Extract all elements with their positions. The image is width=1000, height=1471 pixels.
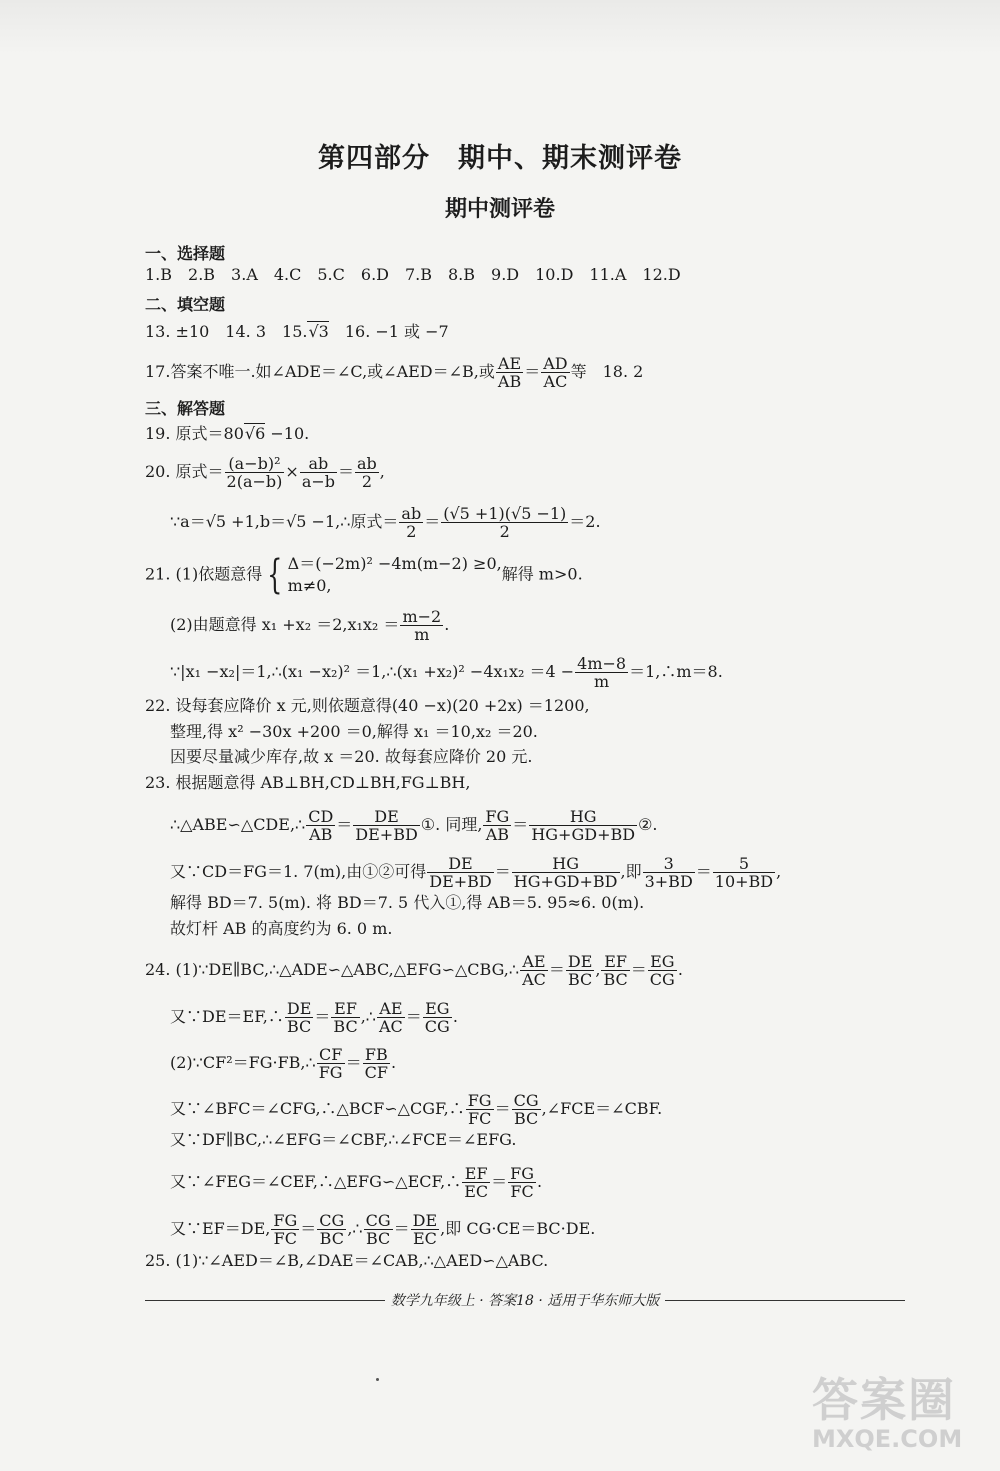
- denominator: HG+GD+BD: [531, 825, 636, 844]
- answer-21-line-1: [145, 553, 583, 597]
- answer-23-line-5: 故灯杆 AB 的高度约为 6. 0 m.: [170, 919, 393, 938]
- numerator: 4m−8: [577, 654, 627, 673]
- denominator: CF: [364, 1063, 388, 1082]
- text: ∵|x₁ −x₂|＝1,∴(x₁ −x₂)² ＝1,∴(x₁ +x₂)² −4x₁x₂ ＝4 −: [170, 662, 575, 681]
- fraction: [331, 1000, 359, 1035]
- denominator: AB: [309, 825, 333, 844]
- numerator: DE: [412, 1211, 438, 1230]
- equation-1: Δ＝(−2m)² −4m(m−2) ≥0,: [287, 554, 502, 573]
- fraction: [462, 1165, 490, 1200]
- text: ∴△ABE∽△CDE,∴: [170, 815, 306, 834]
- text: 又∵DE＝EF,∴: [170, 1007, 284, 1026]
- answer-24-line-6: 又∵∠FEG＝∠CEF,∴△EFG∽△ECF,∴ $\frac{EF}{EC}$ ＝ $\frac{FG}{FC}$ .: [170, 1164, 543, 1201]
- fraction: [566, 953, 595, 988]
- fill-answers-text-2: 16. −1 或 −7: [328, 322, 449, 341]
- text: ,: [776, 862, 782, 881]
- denominator: BC: [603, 970, 628, 989]
- text: 等 18. 2: [570, 362, 644, 381]
- text: ①. 同理,: [420, 815, 483, 834]
- numerator: ab: [401, 504, 422, 523]
- denominator: m: [594, 672, 610, 691]
- denominator: BC: [287, 1017, 312, 1036]
- scan-speck: [376, 1378, 379, 1381]
- denominator: FC: [273, 1229, 297, 1248]
- text: ＝: [336, 815, 353, 834]
- denominator: 3+BD: [644, 872, 693, 891]
- footer-rule-right: [665, 1300, 905, 1301]
- fraction: [529, 808, 637, 843]
- sqrt-6: √6: [244, 424, 266, 443]
- numerator: CD: [308, 807, 334, 826]
- denominator: EC: [412, 1229, 437, 1248]
- text: ,∴: [347, 1219, 363, 1238]
- text: (2)∵CF²＝FG·FB,∴: [170, 1053, 316, 1072]
- numerator: CG: [319, 1211, 345, 1230]
- numerator: HG: [529, 808, 637, 826]
- numerator: FG: [467, 1091, 492, 1110]
- answer-24-line-4: 又∵∠BFC＝∠CFG,∴△BCF∽△CGF,∴ $\frac{FG}{FC}$ ＝ $\frac{CG}{BC}$ ,∠FCE＝∠CBF.: [170, 1091, 663, 1128]
- numerator: CG: [365, 1211, 391, 1230]
- text: ＝1,∴m＝8.: [629, 662, 723, 681]
- fraction: [300, 455, 337, 490]
- denominator: BC: [319, 1229, 344, 1248]
- text: 20. 原式＝: [145, 462, 224, 481]
- denominator: DE+BD: [355, 825, 418, 844]
- answer-23-line-4: 解得 BD＝7. 5(m). 将 BD＝7. 5 代入①,得 AB＝5. 95≈6. 0(m).: [170, 893, 645, 912]
- scan-shadow: [0, 0, 1000, 55]
- text: .: [452, 1007, 458, 1026]
- text: ,∴: [360, 1007, 376, 1026]
- denominator: m: [414, 625, 430, 644]
- fraction: [411, 1212, 440, 1247]
- fraction: [317, 1212, 346, 1247]
- denominator: FC: [510, 1182, 534, 1201]
- numerator: FG: [510, 1164, 535, 1183]
- exam-title: 期中测评卷: [444, 196, 555, 222]
- denominator: AC: [378, 1017, 403, 1036]
- fraction: [648, 953, 677, 988]
- text: ＝2.: [569, 512, 601, 531]
- fraction: [377, 1000, 405, 1035]
- numerator: CG: [513, 1091, 539, 1110]
- section-solve-heading: 三、解答题: [145, 399, 226, 418]
- denominator: BC: [365, 1229, 391, 1248]
- answer-24-line-5: 又∵DF∥BC,∴∠EFG＝∠CBF,∴∠FCE＝∠EFG.: [170, 1130, 517, 1149]
- answer-17-18: 17.答案不唯一.如∠ADE＝∠C,或∠AED＝∠B,或 $\frac{AE}{AB}$ ＝ $\frac{AD}{AC}$ 等 18. 2: [145, 354, 644, 391]
- denominator: HG+GD+BD: [513, 872, 618, 891]
- numerator: CF: [317, 1046, 345, 1064]
- numerator: AD: [543, 354, 568, 373]
- text: ②.: [638, 815, 658, 834]
- fraction: [400, 608, 443, 643]
- text: .: [677, 960, 683, 979]
- answer-21-line-3: [170, 655, 723, 690]
- denominator: AB: [497, 372, 522, 391]
- text: −10.: [265, 424, 310, 443]
- denominator: a−b: [301, 472, 335, 491]
- fraction: [423, 1000, 452, 1035]
- footer-rule-left: [145, 1300, 385, 1301]
- denominator: 2: [406, 522, 417, 541]
- text: ＝: [338, 462, 355, 481]
- fraction: [353, 808, 420, 843]
- fraction: [355, 455, 379, 490]
- fraction: [285, 1000, 314, 1035]
- numerator: ab: [357, 454, 377, 473]
- fraction: [225, 455, 285, 490]
- denominator: 2: [499, 522, 510, 541]
- fraction: [441, 505, 568, 540]
- denominator: FG: [318, 1063, 343, 1082]
- answer-23-line-2: ∴△ABE∽△CDE,∴ $\frac{CD}{AB}$ ＝ $\frac{DE}{DE+BD}$ ①. 同理, $\frac{FG}{AB}$ ＝ $\frac{HG}{HG+GD+BD}$ ②.: [170, 807, 658, 844]
- fraction: [713, 855, 775, 890]
- answer-23-line-1: 23. 根据题意得 AB⊥BH,CD⊥BH,FG⊥BH,: [145, 773, 471, 792]
- answer-21-line-2: [170, 608, 449, 643]
- denominator: CG: [424, 1017, 450, 1036]
- watermark-logo: [812, 1375, 982, 1460]
- text: ∵a＝√5 +1,b＝√5 −1,∴原式＝: [170, 512, 399, 531]
- watermark-url: MXQE.COM: [812, 1425, 963, 1453]
- footer-text: 数学九年级上 · 答案18 · 适用于华东师大版: [390, 1293, 660, 1309]
- numerator: DE: [286, 999, 312, 1018]
- fraction: [399, 505, 423, 540]
- answer-20-line-2: [170, 505, 601, 540]
- denominator: BC: [567, 970, 593, 989]
- numerator: EF: [462, 1165, 490, 1183]
- numerator: EG: [648, 953, 677, 971]
- numerator: ab: [300, 455, 337, 473]
- numerator: AE: [377, 1000, 405, 1018]
- text: 解得 m>0.: [501, 564, 583, 584]
- denominator: AC: [522, 970, 546, 989]
- fraction: [643, 855, 695, 890]
- numerator: 5: [713, 855, 775, 873]
- fraction: [427, 855, 494, 890]
- numerator: EF: [601, 953, 629, 971]
- text: .: [444, 615, 450, 634]
- numerator: (a−b)²: [225, 455, 285, 473]
- text: .: [537, 1172, 543, 1191]
- answer-22-line-2: 整理,得 x² −30x +200 ＝0,解得 x₁ ＝10,x₂ ＝20.: [170, 722, 538, 741]
- text: ＝: [424, 512, 441, 531]
- denominator: DE+BD: [429, 872, 492, 891]
- fill-answers-text: 13. ±10 14. 3 15.: [145, 322, 308, 341]
- numerator: m−2: [402, 607, 442, 626]
- text: (2)由题意得 x₁ +x₂ ＝2,x₁x₂ ＝: [170, 615, 400, 634]
- numerator: AE: [496, 355, 523, 373]
- text: ,: [379, 462, 385, 481]
- equation-2: m≠0,: [287, 576, 332, 595]
- answer-24-line-2: 又∵DE＝EF,∴ $\frac{DE}{BC}$ ＝ $\frac{EF}{BC}$ ,∴ $\frac{AE}{AC}$ ＝ $\frac{EG}{CG}$ .: [170, 999, 458, 1036]
- numerator: EG: [423, 1000, 452, 1018]
- text: ,即: [620, 862, 642, 881]
- fraction: [306, 808, 335, 843]
- numerator: DE: [427, 855, 494, 873]
- answer-22-line-1: 22. 设每套应降价 x 元,则依题意得(40 −x)(20 +2x) ＝1200,: [145, 696, 590, 715]
- text: 又∵∠BFC＝∠CFG,∴△BCF∽△CGF,∴: [170, 1099, 465, 1118]
- denominator: AC: [543, 372, 568, 391]
- fraction: [601, 953, 629, 988]
- watermark-text: 答案圈: [812, 1373, 956, 1427]
- fraction: [271, 1212, 299, 1247]
- answer-24-line-1: 24. (1)∵DE∥BC,∴△ADE∽△ABC,△EFG∽△CBG,∴ $\frac{AE}{AC}$ ＝ $\frac{DE}{BC}$ , $\frac{EF}{BC}$ ＝ $\frac{EG}{CG}$ .: [145, 952, 683, 989]
- text: 又∵CD＝FG＝1. 7(m),由①②可得: [170, 862, 427, 881]
- text: 24. (1)∵DE∥BC,∴△ADE∽△ABC,△EFG∽△CBG,∴: [145, 960, 520, 979]
- numerator: DE: [353, 808, 420, 826]
- text: 21. (1)依题意得: [145, 564, 263, 584]
- fraction: [466, 1092, 494, 1127]
- text: .: [390, 1053, 397, 1072]
- denominator: 2: [361, 472, 372, 491]
- text: 17.答案不唯一.如∠ADE＝∠C,或∠AED＝∠B,或: [145, 362, 495, 381]
- text: ,∠FCE＝∠CBF.: [541, 1099, 663, 1118]
- denominator: CG: [649, 970, 675, 989]
- denominator: BC: [513, 1109, 539, 1128]
- numerator: FG: [273, 1211, 298, 1230]
- fraction: [317, 1046, 345, 1081]
- choice-answers: 1.B 2.B 3.A 4.C 5.C 6.D 7.B 8.B 9.D 10.D 11.A 12.D: [145, 265, 681, 284]
- denominator: FC: [467, 1109, 492, 1128]
- fraction: [483, 808, 511, 843]
- fraction: [520, 953, 548, 988]
- section-choice-heading: 一、选择题: [145, 244, 226, 263]
- fraction: [512, 1092, 541, 1127]
- fraction: [541, 355, 569, 390]
- page-footer: [145, 1290, 905, 1310]
- fraction: [575, 655, 628, 690]
- brace: {: [267, 552, 283, 598]
- denominator: 2(a−b): [226, 472, 283, 491]
- numerator: DE: [567, 952, 593, 971]
- fraction: [508, 1165, 536, 1200]
- answer-20-line-1: [145, 455, 385, 490]
- text: 19. 原式＝80: [145, 424, 244, 443]
- equation-system: [288, 553, 502, 597]
- text: 又∵∠FEG＝∠CEF,∴△EFG∽△ECF,∴: [170, 1172, 462, 1191]
- answer-24-line-3: (2)∵CF²＝FG·FB,∴ $\frac{CF}{FG}$ ＝ $\frac{FB}{CF}$ .: [170, 1045, 397, 1082]
- numerator: (√5 +1)(√5 −1): [443, 504, 567, 523]
- sqrt-3: √3: [308, 322, 329, 341]
- text: 又∵EF＝DE,: [170, 1219, 271, 1238]
- answer-25-line-1: 25. (1)∵∠AED＝∠B,∠DAE＝∠CAB,∴△AED∽△ABC.: [145, 1251, 549, 1270]
- numerator: AE: [520, 953, 548, 971]
- answer-22-line-3: 因要尽量减少库存,故 x ＝20. 故每套应降价 20 元.: [170, 747, 533, 766]
- numerator: FB: [363, 1046, 390, 1064]
- numerator: FG: [485, 807, 510, 826]
- numerator: HG: [512, 855, 620, 873]
- denominator: 10+BD: [714, 872, 774, 891]
- numerator: EF: [331, 1000, 359, 1018]
- denominator: BC: [333, 1017, 358, 1036]
- part-title: 第四部分 期中、期末测评卷: [318, 143, 682, 174]
- answer-24-line-7: 又∵EF＝DE, $\frac{FG}{FC}$ ＝ $\frac{CG}{BC}$ ,∴ $\frac{CG}{BC}$ ＝ $\frac{DE}{EC}$ ,即 CG·CE＝BC·DE.: [170, 1211, 596, 1248]
- fraction: [363, 1046, 390, 1081]
- text: ,即 CG·CE＝BC·DE.: [440, 1219, 596, 1238]
- denominator: AB: [485, 825, 509, 844]
- fraction: [512, 855, 620, 890]
- section-fill-heading: 二、填空题: [145, 295, 226, 314]
- fraction: [496, 355, 523, 390]
- text: ×: [285, 462, 299, 481]
- fill-answers-13-16: [145, 322, 449, 342]
- denominator: EC: [464, 1182, 489, 1201]
- numerator: 3: [643, 855, 695, 873]
- answer-19: [145, 424, 309, 444]
- answer-23-line-3: 又∵CD＝FG＝1. 7(m),由①②可得 $\frac{DE}{DE+BD}$ ＝ $\frac{HG}{HG+GD+BD}$ ,即 $\frac{3}{3+BD}$ ＝ $\frac{5}{10+BD}$ ,: [170, 854, 782, 891]
- fraction: [364, 1212, 393, 1247]
